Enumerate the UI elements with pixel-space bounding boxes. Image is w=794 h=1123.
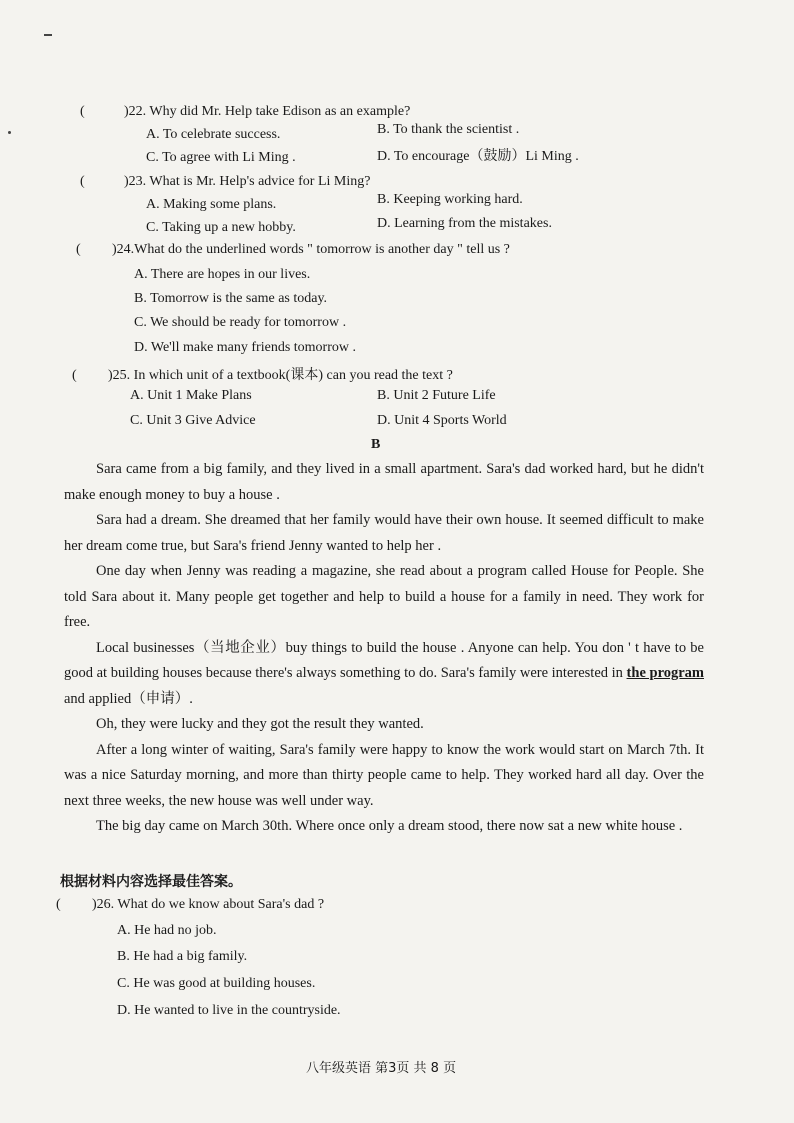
- paragraph-4-end: and applied（申请）.: [64, 690, 193, 707]
- option-b: B. Keeping working hard.: [377, 192, 523, 207]
- paragraph-4-text: Local businesses（当地企业）buy things to build the house . Anyone can help. You don ' t have to be good at building houses because there's always something to do. Sara's family were interested in: [64, 639, 704, 681]
- answer-bracket: (: [72, 368, 77, 383]
- option-b: B. Unit 2 Future Life: [377, 388, 496, 403]
- option-d: D. To encourage（鼓励）Li Ming .: [377, 149, 579, 164]
- question-24: [76, 242, 510, 258]
- scan-speck: [8, 131, 11, 134]
- option-c: C. We should be ready for tomorrow .: [134, 315, 347, 330]
- paragraph-1: Sara came from a big family, and they lived in a small apartment. Sara's dad worked hard, but he didn't make enough money to buy a house .: [64, 461, 704, 503]
- option-d: D. Learning from the mistakes.: [377, 216, 552, 231]
- question-26: [56, 897, 324, 913]
- scan-speck: [44, 34, 52, 36]
- question-25: [72, 364, 453, 384]
- option-d: D. Unit 4 Sports World: [377, 413, 507, 428]
- section-b-label: B: [371, 437, 381, 452]
- option-a: A. He had no job.: [117, 923, 217, 938]
- answer-bracket: (: [76, 242, 81, 257]
- option-a: A. Making some plans.: [146, 197, 277, 212]
- instruction-text: 根据材料内容选择最佳答案。: [60, 874, 242, 890]
- option-d: D. He wanted to live in the countryside.: [117, 1003, 341, 1018]
- paragraph-5: Oh, they were lucky and they got the result they wanted.: [96, 716, 424, 732]
- page-footer: 八年级英语 第3页 共 8 页: [306, 1061, 457, 1076]
- paragraph-6: After a long winter of waiting, Sara's family were happy to know the work would start on March 7th. It was a nice Saturday morning, and more than thirty people came to help. They worked hard all day. Over the next three weeks, the new house was well under way.: [64, 741, 704, 809]
- paragraph-7: The big day came on March 30th. Where once only a dream stood, there now sat a new white house .: [96, 818, 683, 834]
- paragraph-2: Sara had a dream. She dreamed that her family would have their own house. It seemed difficult to make her dream come true, but Sara's friend Jenny wanted to help her .: [64, 512, 704, 554]
- option-a: A. There are hopes in our lives.: [134, 267, 311, 282]
- option-d: D. We'll make many friends tomorrow .: [134, 340, 356, 355]
- question-stem: )22. Why did Mr. Help take Edison as an example?: [124, 104, 411, 119]
- option-c: C. Unit 3 Give Advice: [130, 413, 256, 428]
- option-c: C. Taking up a new hobby.: [146, 220, 296, 235]
- answer-bracket: (: [80, 104, 85, 119]
- option-a: A. To celebrate success.: [146, 127, 281, 142]
- option-b: B. He had a big family.: [117, 949, 248, 964]
- underlined-program: the program: [626, 665, 705, 681]
- option-a: A. Unit 1 Make Plans: [130, 388, 252, 403]
- paragraph-3: One day when Jenny was reading a magazine, she read about a program called House for People. She told Sara about it. Many people get together and help to build a house for a family in need. They work for free.: [64, 563, 704, 630]
- question-23: [80, 174, 370, 190]
- question-22: [80, 104, 410, 120]
- option-c: C. To agree with Li Ming .: [146, 150, 296, 165]
- option-c: C. He was good at building houses.: [117, 976, 316, 991]
- option-b: B. To thank the scientist .: [377, 122, 520, 137]
- reading-passage: [64, 457, 704, 840]
- answer-bracket: (: [80, 174, 85, 189]
- question-stem: )26. What do we know about Sara's dad ?: [92, 897, 325, 912]
- answer-bracket: (: [56, 897, 61, 912]
- paragraph-4: [64, 636, 704, 713]
- option-b: B. Tomorrow is the same as today.: [134, 291, 328, 306]
- question-stem: )23. What is Mr. Help's advice for Li Ming?: [124, 174, 371, 189]
- question-stem: )24.What do the underlined words " tomorrow is another day " tell us ?: [112, 242, 510, 257]
- question-stem: )25. In which unit of a textbook(课本) can you read the text ?: [108, 368, 453, 383]
